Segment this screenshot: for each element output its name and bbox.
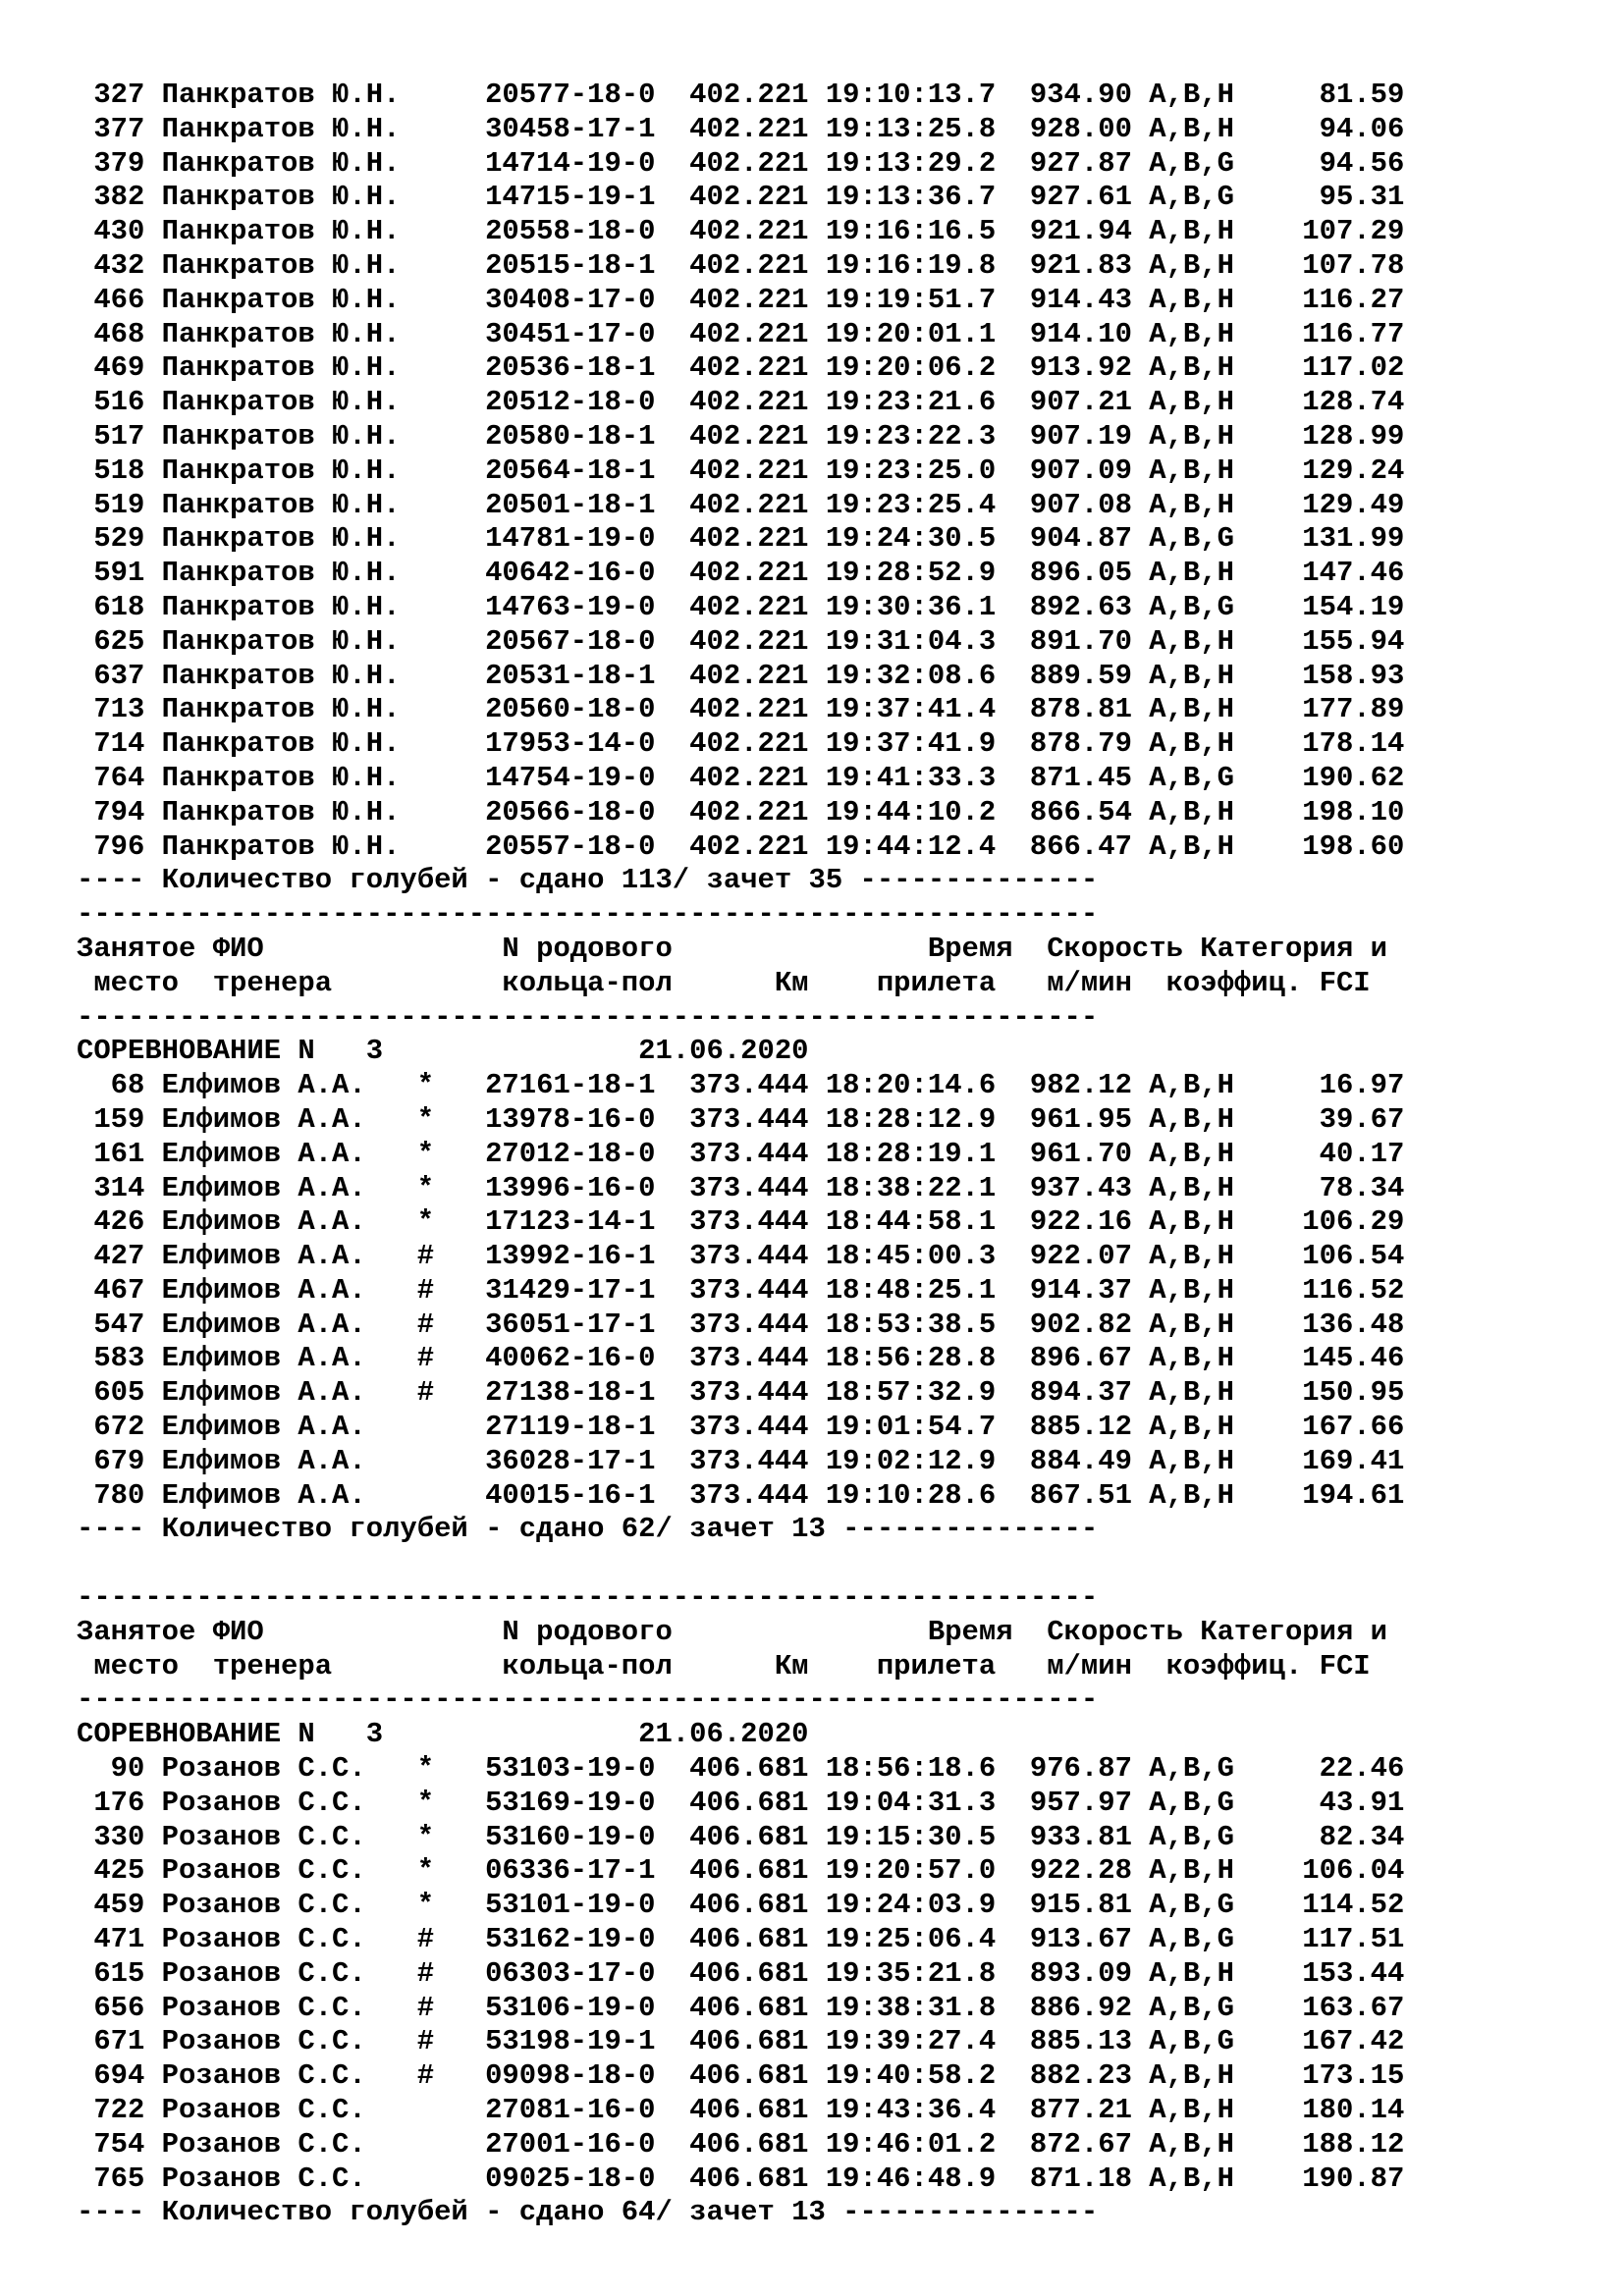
competition-line: СОРЕВНОВАНИЕ N 3 21.06.2020 — [77, 1035, 809, 1068]
result-row: 459 Розанов С.С. * 53101-19-0 406.681 19:24:03.9 915.81 A,B,G 114.52 — [77, 1889, 1405, 1922]
result-row: 327 Панкратов Ю.Н. 20577-18-0 402.221 19:10:13.7 934.90 A,B,H 81.59 — [77, 79, 1405, 111]
result-row: 432 Панкратов Ю.Н. 20515-18-1 402.221 19:16:19.8 921.83 A,B,H 107.78 — [77, 248, 1405, 282]
result-row: 714 Панкратов Ю.Н. 17953-14-0 402.221 19:37:41.9 878.79 A,B,H 178.14 — [77, 727, 1405, 761]
column-header-row-1: Занятое ФИО N родового Время Скорость Категория и — [77, 932, 1387, 965]
result-row: 780 Елфимов А.А. 40015-16-1 373.444 19:10:28.6 867.51 A,B,H 194.61 — [77, 1478, 1405, 1512]
separator-line: ------------------------------------------------------------ — [77, 1581, 1099, 1615]
separator-line: ------------------------------------------------------------ — [77, 898, 1099, 932]
summary-line: ---- Количество голубей - сдано 113/ зачет 35 -------------- — [77, 864, 1099, 897]
result-row: 547 Елфимов А.А. # 36051-17-1 373.444 18:53:38.5 902.82 A,B,H 136.48 — [77, 1308, 1405, 1341]
results-sheet — [77, 79, 1404, 2230]
result-row: 764 Панкратов Ю.Н. 14754-19-0 402.221 19:41:33.3 871.45 A,B,G 190.62 — [77, 761, 1405, 794]
separator-line: ------------------------------------------------------------ — [77, 1683, 1099, 1717]
result-row: 713 Панкратов Ю.Н. 20560-18-0 402.221 19:37:41.4 878.81 A,B,H 177.89 — [77, 693, 1405, 726]
summary-line: ---- Количество голубей - сдано 64/ зачет 13 --------------- — [77, 2196, 1099, 2229]
result-row: 430 Панкратов Ю.Н. 20558-18-0 402.221 19:16:16.5 921.94 A,B,H 107.29 — [77, 215, 1405, 248]
result-row: 519 Панкратов Ю.Н. 20501-18-1 402.221 19:23:25.4 907.08 A,B,H 129.49 — [77, 488, 1405, 521]
result-row: 382 Панкратов Ю.Н. 14715-19-1 402.221 19:13:36.7 927.61 A,B,G 95.31 — [77, 181, 1405, 214]
result-row: 694 Розанов С.С. # 09098-18-0 406.681 19:40:58.2 882.23 A,B,H 173.15 — [77, 2059, 1405, 2093]
result-row: 679 Елфимов А.А. 36028-17-1 373.444 19:02:12.9 884.49 A,B,H 169.41 — [77, 1444, 1405, 1477]
result-row: 425 Розанов С.С. * 06336-17-1 406.681 19:20:57.0 922.28 A,B,H 106.04 — [77, 1854, 1405, 1888]
result-row: 330 Розанов С.С. * 53160-19-0 406.681 19:15:30.5 933.81 A,B,G 82.34 — [77, 1820, 1405, 1853]
result-row: 159 Елфимов А.А. * 13978-16-0 373.444 18:28:12.9 961.95 A,B,H 39.67 — [77, 1102, 1405, 1136]
result-row: 161 Елфимов А.А. * 27012-18-0 373.444 18:28:19.1 961.70 A,B,H 40.17 — [77, 1137, 1405, 1170]
column-header-row-2: место тренера кольца-пол Км прилета м/мин коэффиц. FCI — [77, 1649, 1371, 1682]
result-row: 471 Розанов С.С. # 53162-19-0 406.681 19:25:06.4 913.67 A,B,G 117.51 — [77, 1923, 1405, 1956]
result-row: 466 Панкратов Ю.Н. 30408-17-0 402.221 19:19:51.7 914.43 A,B,H 116.27 — [77, 283, 1405, 316]
competition-line: СОРЕВНОВАНИЕ N 3 21.06.2020 — [77, 1718, 809, 1751]
result-row: 516 Панкратов Ю.Н. 20512-18-0 402.221 19:23:21.6 907.21 A,B,H 128.74 — [77, 386, 1405, 419]
result-row: 426 Елфимов А.А. * 17123-14-1 373.444 18:44:58.1 922.16 A,B,H 106.29 — [77, 1205, 1405, 1239]
blank-line — [77, 1547, 1404, 1581]
result-row: 796 Панкратов Ю.Н. 20557-18-0 402.221 19:44:12.4 866.47 A,B,H 198.60 — [77, 829, 1405, 863]
result-row: 518 Панкратов Ю.Н. 20564-18-1 402.221 19:23:25.0 907.09 A,B,H 129.24 — [77, 454, 1405, 487]
result-row: 671 Розанов С.С. # 53198-19-1 406.681 19:39:27.4 885.13 A,B,G 167.42 — [77, 2025, 1405, 2058]
result-row: 754 Розанов С.С. 27001-16-0 406.681 19:46:01.2 872.67 A,B,H 188.12 — [77, 2127, 1405, 2161]
result-row: 605 Елфимов А.А. # 27138-18-1 373.444 18:57:32.9 894.37 A,B,H 150.95 — [77, 1376, 1405, 1410]
result-row: 469 Панкратов Ю.Н. 20536-18-1 402.221 19:20:06.2 913.92 A,B,H 117.02 — [77, 351, 1405, 385]
result-row: 467 Елфимов А.А. # 31429-17-1 373.444 18:48:25.1 914.37 A,B,H 116.52 — [77, 1273, 1405, 1307]
result-row: 176 Розанов С.С. * 53169-19-0 406.681 19:04:31.3 957.97 A,B,G 43.91 — [77, 1786, 1405, 1819]
result-row: 377 Панкратов Ю.Н. 30458-17-1 402.221 19:13:25.8 928.00 A,B,H 94.06 — [77, 112, 1405, 145]
result-row: 765 Розанов С.С. 09025-18-0 406.681 19:46:48.9 871.18 A,B,H 190.87 — [77, 2162, 1405, 2195]
column-header-row-2: место тренера кольца-пол Км прилета м/мин коэффиц. FCI — [77, 966, 1371, 999]
result-row: 591 Панкратов Ю.Н. 40642-16-0 402.221 19:28:52.9 896.05 A,B,H 147.46 — [77, 557, 1405, 590]
result-row: 722 Розанов С.С. 27081-16-0 406.681 19:43:36.4 877.21 A,B,H 180.14 — [77, 2094, 1405, 2127]
result-row: 468 Панкратов Ю.Н. 30451-17-0 402.221 19:20:01.1 914.10 A,B,H 116.77 — [77, 317, 1405, 350]
result-row: 615 Розанов С.С. # 06303-17-0 406.681 19:35:21.8 893.09 A,B,H 153.44 — [77, 1956, 1405, 1990]
result-row: 656 Розанов С.С. # 53106-19-0 406.681 19:38:31.8 886.92 A,B,G 163.67 — [77, 1991, 1405, 2024]
result-row: 583 Елфимов А.А. # 40062-16-0 373.444 18:56:28.8 896.67 A,B,H 145.46 — [77, 1342, 1405, 1375]
result-row: 90 Розанов С.С. * 53103-19-0 406.681 18:56:18.6 976.87 A,B,G 22.46 — [77, 1752, 1405, 1786]
result-row: 625 Панкратов Ю.Н. 20567-18-0 402.221 19:31:04.3 891.70 A,B,H 155.94 — [77, 624, 1405, 658]
result-row: 618 Панкратов Ю.Н. 14763-19-0 402.221 19:30:36.1 892.63 A,B,G 154.19 — [77, 590, 1405, 623]
summary-line: ---- Количество голубей - сдано 62/ зачет 13 --------------- — [77, 1513, 1099, 1546]
result-row: 529 Панкратов Ю.Н. 14781-19-0 402.221 19:24:30.5 904.87 A,B,G 131.99 — [77, 522, 1405, 556]
result-row: 672 Елфимов А.А. 27119-18-1 373.444 19:01:54.7 885.12 A,B,H 167.66 — [77, 1411, 1405, 1444]
result-row: 68 Елфимов А.А. * 27161-18-1 373.444 18:20:14.6 982.12 A,B,H 16.97 — [77, 1069, 1405, 1102]
result-row: 427 Елфимов А.А. # 13992-16-1 373.444 18:45:00.3 922.07 A,B,H 106.54 — [77, 1240, 1405, 1273]
column-header-row-1: Занятое ФИО N родового Время Скорость Категория и — [77, 1615, 1387, 1648]
result-row: 314 Елфимов А.А. * 13996-16-0 373.444 18:38:22.1 937.43 A,B,H 78.34 — [77, 1171, 1405, 1204]
result-row: 794 Панкратов Ю.Н. 20566-18-0 402.221 19:44:10.2 866.54 A,B,H 198.10 — [77, 795, 1405, 828]
result-row: 517 Панкратов Ю.Н. 20580-18-1 402.221 19:23:22.3 907.19 A,B,H 128.99 — [77, 419, 1405, 453]
result-row: 379 Панкратов Ю.Н. 14714-19-0 402.221 19:13:29.2 927.87 A,B,G 94.56 — [77, 146, 1405, 180]
result-row: 637 Панкратов Ю.Н. 20531-18-1 402.221 19:32:08.6 889.59 A,B,H 158.93 — [77, 659, 1405, 692]
separator-line: ------------------------------------------------------------ — [77, 1000, 1099, 1034]
